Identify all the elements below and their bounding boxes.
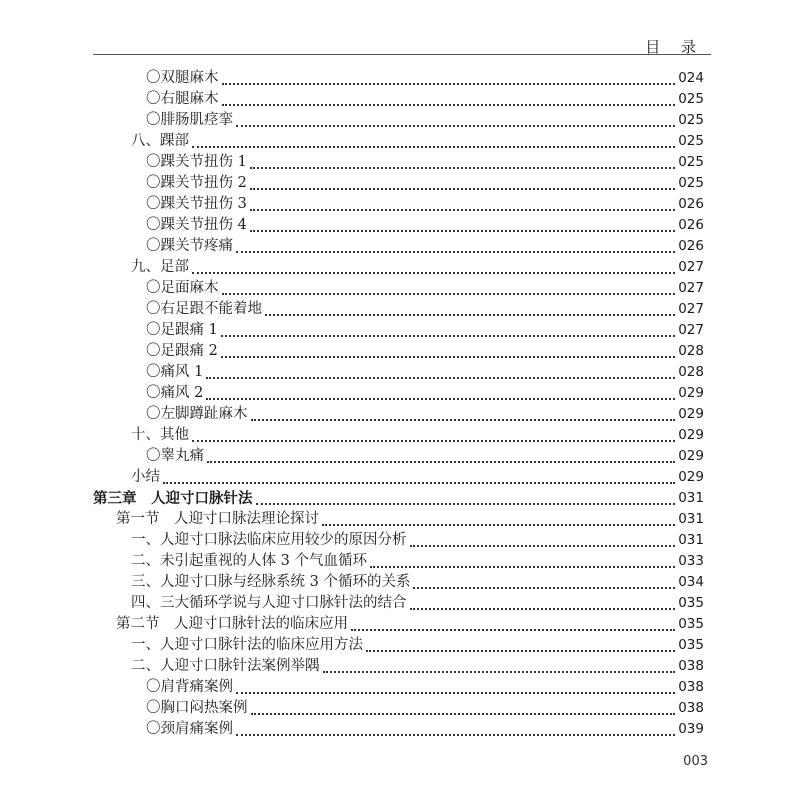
toc-entry-page: 026 (678, 217, 704, 233)
toc-entry[interactable] (146, 320, 704, 341)
toc-entry[interactable] (131, 467, 704, 488)
toc-entry-label: 一、人迎寸口脉法临床应用较少的原因分析 (131, 532, 407, 548)
toc-entry[interactable] (116, 509, 704, 530)
toc-entry-page: 028 (678, 343, 704, 359)
toc-leader-dots (413, 586, 675, 589)
toc-entry-label: 〇右足跟不能着地 (146, 301, 262, 317)
toc-entry-label: 第三章 人迎寸口脉针法 (93, 490, 253, 507)
toc-entry-page: 033 (678, 553, 704, 569)
toc-entry-label: 〇痛风 1 (146, 364, 204, 380)
toc-leader-dots (256, 502, 676, 505)
toc-entry[interactable] (146, 362, 704, 383)
toc-entry-label: 〇痛风 2 (146, 385, 204, 401)
toc-entry[interactable] (146, 236, 704, 257)
header-title: 目 录 (645, 38, 704, 56)
toc-entry-label: 四、三大循环学说与人迎寸口脉针法的结合 (131, 595, 407, 611)
toc-entry-page: 027 (678, 322, 704, 338)
toc-entry[interactable] (93, 488, 704, 509)
toc-leader-dots (410, 544, 676, 547)
toc-leader-dots (366, 649, 675, 652)
toc-entry-label: 〇左脚蹲趾麻木 (146, 406, 248, 422)
toc-entry-page: 025 (678, 112, 704, 128)
toc-entry-label: 一、人迎寸口脉针法的临床应用方法 (131, 637, 363, 653)
toc-leader-dots (192, 439, 675, 442)
header-rule (93, 54, 711, 55)
toc-entry-label: 小结 (131, 469, 160, 485)
toc-entry[interactable] (146, 215, 704, 236)
toc-entry-label: 三、人迎寸口脉与经脉系统 3 个循环的关系 (131, 574, 411, 590)
toc-leader-dots (163, 481, 675, 484)
toc-entry[interactable] (131, 593, 704, 614)
toc-leader-dots (206, 376, 675, 379)
toc-entry-label: 第二节 人迎寸口脉针法的临床应用 (116, 616, 348, 632)
toc-entry-page: 035 (678, 616, 704, 632)
toc-entry-page: 031 (678, 511, 704, 527)
toc-leader-dots (221, 355, 675, 358)
toc-leader-dots (250, 166, 675, 169)
toc-entry[interactable] (146, 68, 704, 89)
toc-entry-page: 031 (678, 490, 704, 506)
toc-entry[interactable] (146, 446, 704, 467)
toc-leader-dots (322, 523, 675, 526)
toc-entry[interactable] (146, 173, 704, 194)
toc-leader-dots (221, 334, 675, 337)
toc-entry-page: 027 (678, 301, 704, 317)
toc-entry-page: 035 (678, 637, 704, 653)
toc-leader-dots (236, 691, 675, 694)
toc-entry-page: 025 (678, 91, 704, 107)
toc-entry-page: 035 (678, 595, 704, 611)
toc-leader-dots (250, 208, 675, 211)
toc-entry-page: 025 (678, 133, 704, 149)
toc-entry-label: 〇双腿麻木 (146, 70, 219, 86)
toc-entry-page: 029 (678, 469, 704, 485)
toc-leader-dots (250, 229, 675, 232)
toc-entry[interactable] (131, 635, 704, 656)
toc-leader-dots (222, 82, 676, 85)
toc-entry-page: 039 (678, 721, 704, 737)
toc-entry-page: 026 (678, 196, 704, 212)
toc-leader-dots (251, 712, 676, 715)
toc-entry[interactable] (146, 110, 704, 131)
toc-entry-label: 〇腓肠肌痉挛 (146, 112, 233, 128)
toc-entry-page: 038 (678, 679, 704, 695)
toc-entry-label: 二、未引起重视的人体 3 个气血循环 (131, 553, 367, 569)
toc-entry-label: 〇肩背痛案例 (146, 679, 233, 695)
toc-leader-dots (351, 628, 675, 631)
toc-leader-dots (410, 607, 676, 610)
toc-entry[interactable] (131, 425, 704, 446)
toc-leader-dots (222, 103, 676, 106)
toc-entry[interactable] (146, 278, 704, 299)
toc-leader-dots (206, 397, 675, 400)
toc-entry-label: 第一节 人迎寸口脉法理论探讨 (116, 511, 319, 527)
toc-entry-page: 026 (678, 238, 704, 254)
toc-leader-dots (236, 733, 675, 736)
toc-entry-label: 〇睾丸痛 (146, 448, 204, 464)
toc-leader-dots (222, 292, 676, 295)
toc-entry[interactable] (116, 614, 704, 635)
toc-leader-dots (236, 124, 675, 127)
toc-entry[interactable] (131, 656, 704, 677)
toc-entry-label: 〇胸口闷热案例 (146, 700, 248, 716)
toc-entry-page: 031 (678, 532, 704, 548)
toc-entry-label: 九、足部 (131, 259, 189, 275)
toc-leader-dots (207, 460, 675, 463)
toc-leader-dots (250, 187, 675, 190)
toc-entry-label: 〇足面麻木 (146, 280, 219, 296)
toc-entry-page: 027 (678, 280, 704, 296)
toc-entry-page: 029 (678, 427, 704, 443)
toc-entry-page: 028 (678, 364, 704, 380)
toc-entry-page: 038 (678, 700, 704, 716)
toc-leader-dots (251, 418, 676, 421)
toc-entry[interactable] (146, 383, 704, 404)
toc-entry-page: 027 (678, 259, 704, 275)
toc-entry-page: 038 (678, 658, 704, 674)
toc-entry[interactable] (146, 194, 704, 215)
toc-leader-dots (323, 670, 676, 673)
toc-entry-page: 029 (678, 406, 704, 422)
toc-entry[interactable] (146, 677, 704, 698)
toc-entry[interactable] (131, 572, 704, 593)
toc-entry-label: 〇踝关节扭伤 1 (146, 154, 247, 170)
toc-entry-page: 029 (678, 448, 704, 464)
toc-entry[interactable] (146, 341, 704, 362)
toc-entry-page: 025 (678, 154, 704, 170)
toc-entry[interactable] (146, 404, 704, 425)
toc-entry[interactable] (131, 551, 704, 572)
toc-entry-page: 024 (678, 70, 704, 86)
toc-entry[interactable] (146, 719, 704, 740)
toc-entry[interactable] (146, 152, 704, 173)
toc-entry-label: 八、踝部 (131, 133, 189, 149)
toc-entry-label: 〇足跟痛 2 (146, 343, 218, 359)
toc-entry[interactable] (146, 299, 704, 320)
toc-entry-page: 029 (678, 385, 704, 401)
toc-entry-label: 十、其他 (131, 427, 189, 443)
toc-entry-label: 〇踝关节扭伤 3 (146, 196, 247, 212)
toc-entry-label: 〇踝关节扭伤 2 (146, 175, 247, 191)
toc-entry[interactable] (146, 698, 704, 719)
toc-leader-dots (370, 565, 675, 568)
toc-leader-dots (192, 271, 675, 274)
toc-entry-label: 〇右腿麻木 (146, 91, 219, 107)
toc-entry-label: 〇足跟痛 1 (146, 322, 218, 338)
toc-entry[interactable] (146, 89, 704, 110)
toc-leader-dots (236, 250, 675, 253)
toc-entry-label: 〇踝关节疼痛 (146, 238, 233, 254)
toc-entry[interactable] (131, 257, 704, 278)
toc-entry-label: 〇踝关节扭伤 4 (146, 217, 247, 233)
toc-entry[interactable] (131, 131, 704, 152)
toc-entry[interactable] (131, 530, 704, 551)
toc-leader-dots (192, 145, 675, 148)
toc-entry-page: 025 (678, 175, 704, 191)
page-number: 003 (683, 754, 708, 769)
toc-entry-page: 034 (678, 574, 704, 590)
toc-leader-dots (265, 313, 675, 316)
toc-entry-label: 〇颈肩痛案例 (146, 721, 233, 737)
toc-entry-label: 二、人迎寸口脉针法案例举隅 (131, 658, 320, 674)
